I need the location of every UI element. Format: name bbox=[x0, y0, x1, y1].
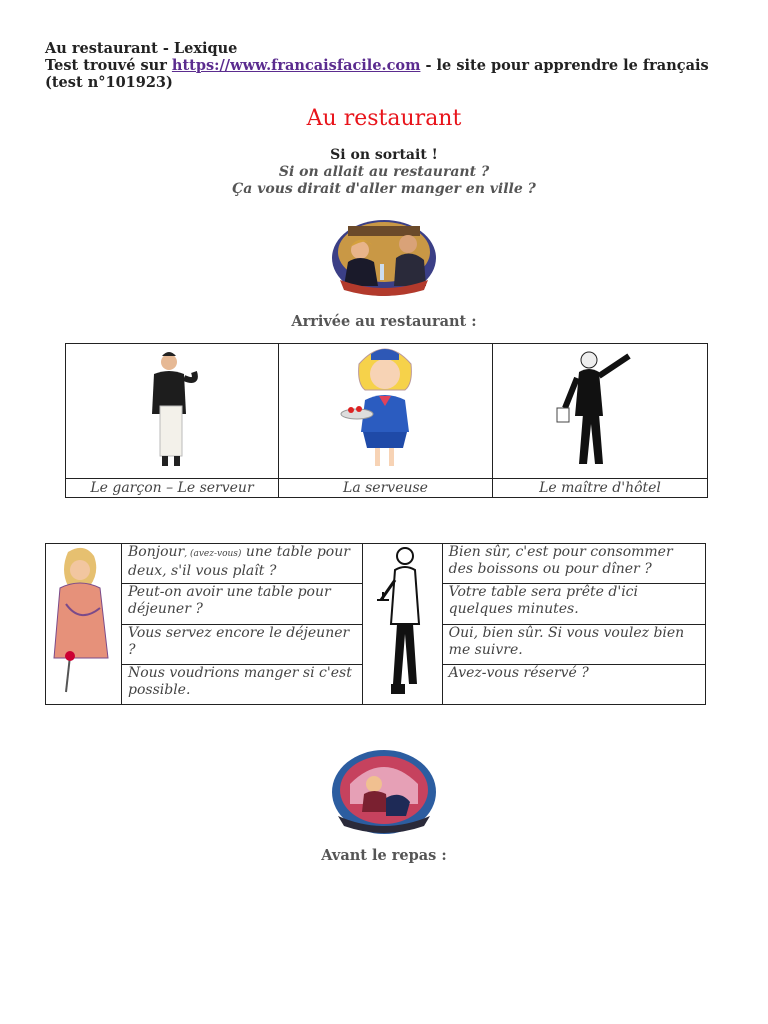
phrase-1-start: Bonjour bbox=[128, 544, 185, 560]
header-suffix: - le site pour apprendre le français (test n°101923) bbox=[45, 57, 709, 91]
document-header bbox=[45, 40, 735, 91]
caption-waitress: La serveuse bbox=[279, 479, 493, 498]
section-before-meal-heading: Avant le repas : bbox=[321, 847, 447, 864]
waiter-figure-icon bbox=[66, 344, 278, 474]
woman-customer-icon bbox=[46, 544, 121, 700]
caption-waiter: Le garçon – Le serveur bbox=[66, 479, 279, 498]
phrase-1-end: une table pour deux, s'il vous plaît ? bbox=[128, 544, 350, 579]
customer-phrase-2: Peut-on avoir une table pour déjeuner ? bbox=[122, 584, 363, 624]
waiter-phrase-3: Oui, bien sûr. Si vous voulez bien me suivre. bbox=[442, 624, 705, 664]
waiter-phrase-1: Bien sûr, c'est pour consommer des boissons ou pour dîner ? bbox=[442, 544, 705, 584]
dialogue-table bbox=[45, 543, 706, 705]
staff-table bbox=[65, 343, 708, 498]
intro-line-3: Ça vous dirait d'aller manger en ville ? bbox=[232, 181, 536, 197]
page-title: Au restaurant bbox=[306, 106, 462, 131]
caption-maitre: Le maître d'hôtel bbox=[493, 479, 708, 498]
site-link[interactable]: https://www.francaisfacile.com bbox=[171, 57, 421, 74]
phrase-1-small: , (avez-vous) bbox=[184, 549, 242, 559]
customer-phrase-4: Nous voudrions manger si c'est possible. bbox=[122, 664, 363, 704]
lounge-diners-image bbox=[330, 744, 438, 836]
customer-picture-cell bbox=[46, 544, 122, 705]
waiter-tray-icon bbox=[363, 544, 442, 700]
header-line-2 bbox=[45, 57, 735, 91]
waiter-phrase-2: Votre table sera prête d'ici quelques minutes. bbox=[442, 584, 705, 624]
header-prefix: Test trouvé sur bbox=[45, 57, 172, 74]
waiter-cell bbox=[66, 344, 279, 479]
customer-phrase-3: Vous servez encore le déjeuner ? bbox=[122, 624, 363, 664]
waitress-cell bbox=[279, 344, 493, 479]
maitre-d-figure-icon bbox=[493, 344, 707, 474]
intro-line-2: Si on allait au restaurant ? bbox=[278, 164, 490, 180]
waiter-phrase-4: Avez-vous réservé ? bbox=[442, 664, 705, 704]
couple-dining-image bbox=[330, 212, 438, 298]
waiter-picture-cell bbox=[362, 544, 442, 705]
header-line-1: Au restaurant - Lexique bbox=[45, 40, 238, 57]
intro-block bbox=[0, 147, 768, 198]
waitress-figure-icon bbox=[279, 344, 492, 474]
customer-phrase-1 bbox=[122, 544, 363, 584]
intro-line-1: Si on sortait ! bbox=[330, 147, 438, 163]
maitre-cell bbox=[493, 344, 708, 479]
section-arrival-heading: Arrivée au restaurant : bbox=[291, 313, 477, 330]
